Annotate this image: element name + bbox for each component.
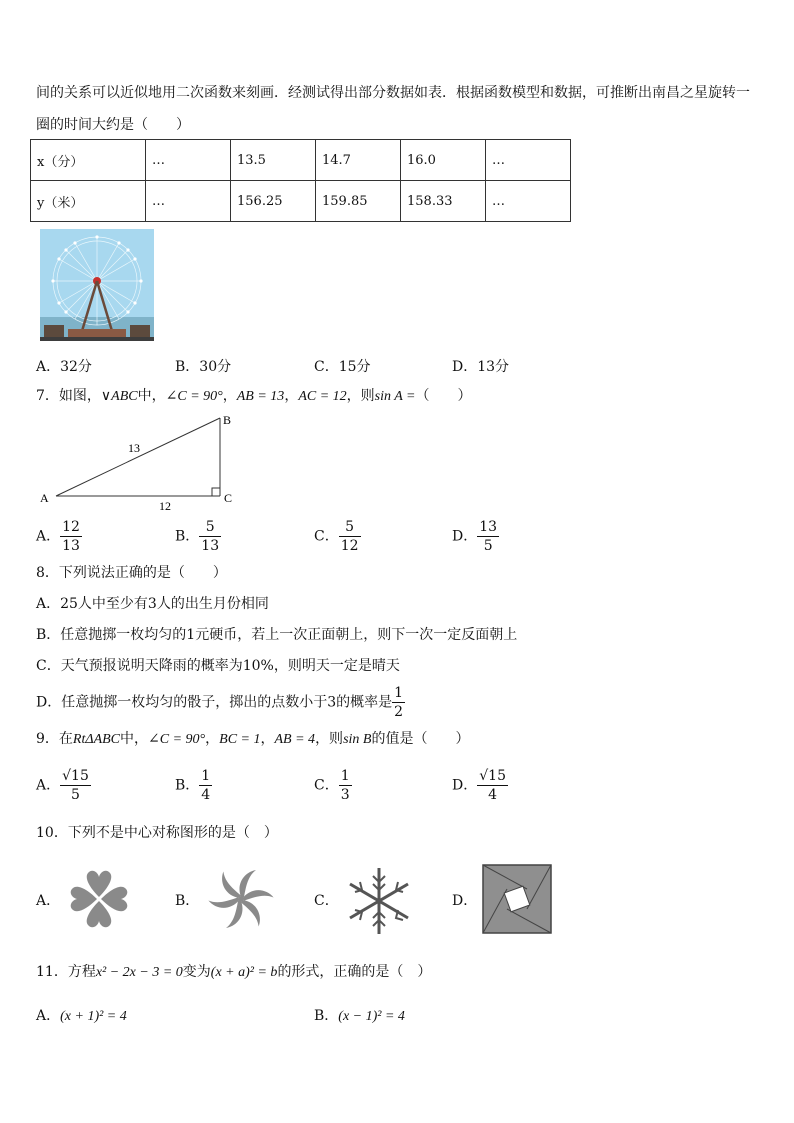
math-expression: BC = 1: [219, 732, 261, 747]
math-expression: sin A =: [374, 389, 416, 404]
table-row: [31, 140, 571, 181]
q8-option-c[interactable]: C．天气预报说明天降雨的概率为10%，则明天一定是晴天: [36, 658, 400, 674]
table-cell: 13.5: [231, 140, 316, 181]
q9-option-a[interactable]: A． $\frac{√15}{5}$: [36, 768, 89, 803]
math-expression: ∨ABC: [100, 389, 138, 404]
q6-text-line1: 间的关系可以近似地用二次函数来刻画．经测试得出部分数据如表．根据函数模型和数据，可推断出南昌之星旋转一: [36, 85, 750, 101]
q7-option-a[interactable]: A． $\frac{12}{13}$: [36, 519, 80, 554]
q11-option-b[interactable]: B．(x − 1)² = 4: [314, 1008, 405, 1024]
q10-option-b-label[interactable]: B．: [175, 893, 200, 909]
math-expression: AB = 4: [274, 732, 316, 747]
q11-stem: 11．方程x² − 2x − 3 = 0变为(x + a)² = b的形式，正确的是（ ）: [36, 964, 432, 980]
q10-option-a-label[interactable]: A．: [36, 893, 61, 909]
vertex-label-c: C: [224, 491, 233, 505]
q9-stem: 9．在RtΔABC中，∠C = 90°，BC = 1，AB = 4，则sin B的值是（ ）: [36, 731, 470, 747]
q8-option-b[interactable]: B．任意抛掷一枚均匀的1元硬币，若上一次正面朝上，则下一次一定反面朝上: [36, 627, 518, 643]
q9-option-d[interactable]: D． $\frac{√15}{4}$: [452, 768, 506, 803]
q8-stem: 8．下列说法正确的是（ ）: [36, 565, 227, 581]
q6-option-b[interactable]: B．30分: [175, 359, 232, 375]
math-expression: ∠C = 90°: [165, 389, 223, 404]
base-label: 12: [159, 499, 171, 513]
q9-option-b[interactable]: B． $\frac{1}{4}$: [175, 768, 211, 803]
table-cell: 14.7: [316, 140, 401, 181]
math-expression: sin B: [343, 732, 372, 747]
q10-stem: 10．下列不是中心对称图形的是（ ）: [36, 825, 278, 841]
math-expression: RtΔABC: [72, 732, 121, 747]
math-expression: AB = 13: [236, 389, 285, 404]
vertex-label-b: B: [223, 413, 232, 427]
math-expression: ∠C = 90°: [148, 732, 206, 747]
q8-option-d[interactable]: D．任意抛掷一枚均匀的骰子，掷出的点数小于3的概率是 $\frac{1}{2}$: [36, 685, 404, 720]
q7-triangle-figure: [36, 410, 246, 516]
q6-option-d[interactable]: D．13分: [452, 359, 510, 375]
math-expression: x² − 2x − 3 = 0: [95, 965, 183, 980]
math-expression: (x + a)² = b: [210, 965, 278, 980]
q8-option-a[interactable]: A．25人中至少有3人的出生月份相同: [36, 596, 269, 612]
math-expression: AC = 12: [298, 389, 347, 404]
q7-option-b[interactable]: B． $\frac{5}{13}$: [175, 519, 220, 554]
pinwheel-square-shape[interactable]: [482, 864, 552, 934]
table-cell: 16.0: [401, 140, 486, 181]
q7-option-c[interactable]: C． $\frac{5}{12}$: [314, 519, 359, 554]
q7-option-d[interactable]: D． $\frac{13}{5}$: [452, 519, 498, 554]
table-cell: y（米）: [31, 181, 146, 222]
snowflake-shape[interactable]: [344, 864, 414, 938]
table-cell: …: [486, 140, 571, 181]
hypotenuse-label: 13: [128, 441, 140, 455]
q9-option-c[interactable]: C． $\frac{1}{3}$: [314, 768, 350, 803]
q10-option-c-label[interactable]: C．: [314, 893, 339, 909]
ferris-wheel-photo: [40, 229, 154, 341]
q6-option-c[interactable]: C．15分: [314, 359, 371, 375]
table-cell: 159.85: [316, 181, 401, 222]
vertex-label-a: A: [40, 491, 49, 505]
table-cell: 156.25: [231, 181, 316, 222]
q6-option-a[interactable]: A．32分: [36, 359, 92, 375]
swirl-pinwheel-shape[interactable]: [206, 864, 276, 934]
q10-option-d-label[interactable]: D．: [452, 893, 478, 909]
table-cell: …: [146, 140, 231, 181]
q11-option-a[interactable]: A．(x + 1)² = 4: [36, 1008, 127, 1024]
table-row: [31, 181, 571, 222]
q6-text-line2: 圈的时间大约是（ ）: [36, 117, 190, 133]
table-cell: 158.33: [401, 181, 486, 222]
q6-data-table: [30, 139, 571, 222]
table-cell: …: [146, 181, 231, 222]
table-cell: x（分）: [31, 140, 146, 181]
table-cell: …: [486, 181, 571, 222]
q7-stem: 7．如图，∨ABC中，∠C = 90°，AB = 13，AC = 12，则sin A =（ ）: [36, 388, 472, 404]
clover-heart-shape[interactable]: [66, 866, 132, 932]
